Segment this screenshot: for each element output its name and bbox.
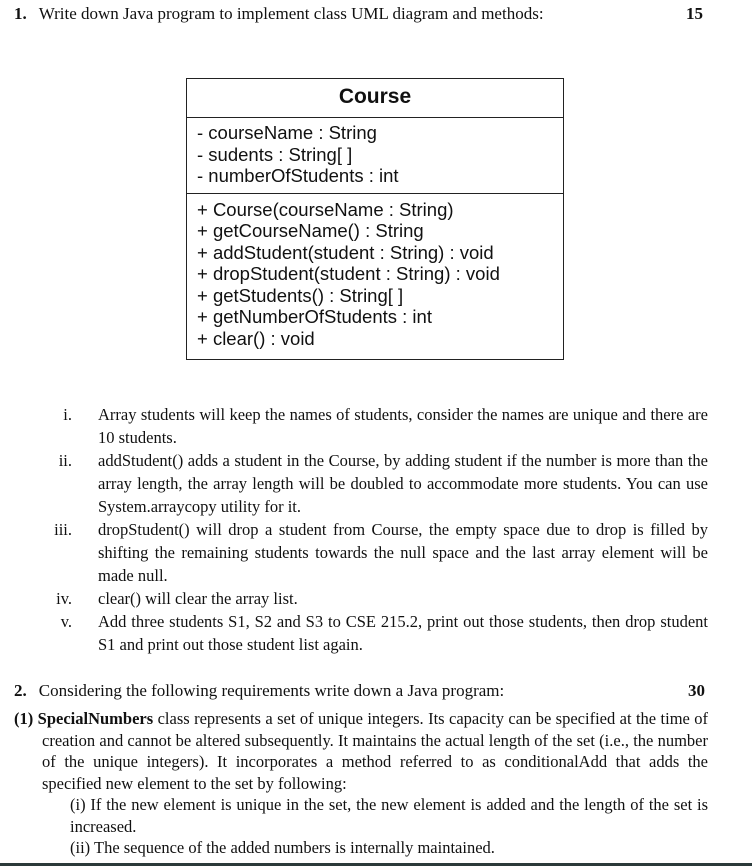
sub-question-label: (1) <box>14 709 34 728</box>
question-2-marks: 30 <box>688 681 705 700</box>
list-item <box>0 518 752 587</box>
list-item <box>0 403 752 449</box>
question-1-marks: 15 <box>686 4 703 23</box>
list-item <box>0 610 752 656</box>
list-item-text: Array students will keep the names of students, consider the names are unique and there are 10 students. <box>98 405 708 447</box>
uml-class-diagram <box>186 78 564 360</box>
list-item-text: clear() will clear the array list. <box>98 589 298 608</box>
list-item-label: v. <box>60 612 72 631</box>
list-item-text: addStudent() adds a student in the Course, by adding student if the number is more than the array length, the array length will be doubled to accommodate more students. You can use System.arraycopy utility for it. <box>98 451 708 516</box>
uml-attribute: - numberOfStudents : int <box>197 165 399 186</box>
sub-question-text: class represents a set of unique integers. Its capacity can be specified at the time of creation and cannot be altered subsequently. It maintains the actual length of the set (i.e., the number of the unique integers). It incorporates a method referred to as conditionalAdd that adds the specified new element to the set by following: <box>42 709 709 793</box>
question-number: 1. <box>14 4 27 23</box>
list-item-text: dropStudent() will drop a student from Course, the empty space due to drop is filled by shifting the remaining students towards the null space and the last array element will be made null. <box>98 520 708 585</box>
uml-method: + dropStudent(student : String) : void <box>197 263 500 284</box>
uml-method: + clear() : void <box>197 327 315 349</box>
question-title: Write down Java program to implement class UML diagram and methods: <box>38 4 544 23</box>
sub-point: (i) If the new element is unique in the set, the new element is added and the length of the set is increased. <box>70 795 708 836</box>
list-item <box>0 587 752 610</box>
question-2-heading <box>14 681 504 701</box>
list-item-label: i. <box>63 405 72 424</box>
uml-method: + Course(courseName : String) <box>197 198 454 220</box>
uml-method: + addStudent(student : String) : void <box>197 241 494 263</box>
uml-method: + getCourseName() : String <box>197 220 424 241</box>
uml-attribute: - courseName : String <box>197 122 377 143</box>
sub-question <box>14 708 709 859</box>
question-title: Considering the following requirements write down a Java program: <box>38 681 505 700</box>
question-1-heading <box>14 4 544 24</box>
class-name: SpecialNumbers <box>37 709 154 728</box>
list-item-text: Add three students S1, S2 and S3 to CSE 215.2, print out those students, then drop student S1 and print out those student list again. <box>98 612 708 654</box>
uml-class-name: Course <box>187 79 563 118</box>
list-item-label: iv. <box>56 589 72 608</box>
sub-point: (ii) The sequence of the added numbers is internally maintained. <box>70 838 495 857</box>
sub-question-body <box>14 708 709 859</box>
requirements-list <box>0 403 752 656</box>
uml-attributes <box>187 118 563 194</box>
question-number: 2. <box>14 681 27 700</box>
uml-methods <box>187 194 563 360</box>
uml-method: + getStudents() : String[ ] <box>197 284 404 306</box>
list-item-label: ii. <box>58 451 72 470</box>
list-item-label: iii. <box>54 520 72 539</box>
uml-method: + getNumberOfStudents : int <box>197 306 432 327</box>
uml-attribute: - sudents : String[ ] <box>197 143 353 165</box>
list-item <box>0 449 752 518</box>
